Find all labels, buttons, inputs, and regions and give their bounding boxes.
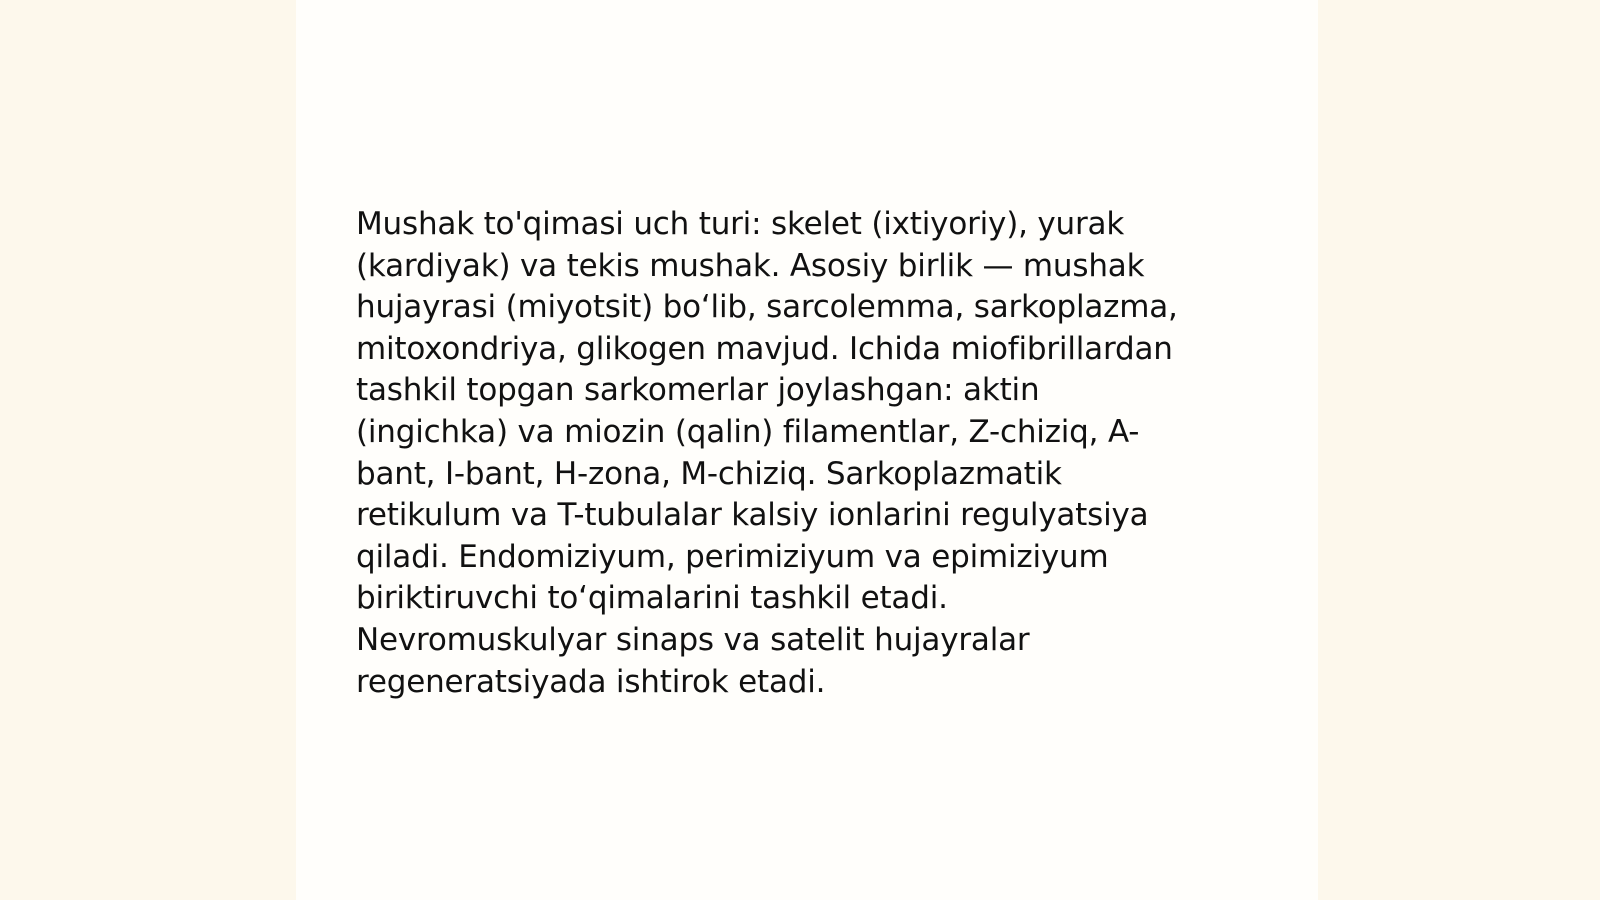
- document-page: [296, 0, 1318, 900]
- paragraph-line: (ingichka) va miozin (qalin) filamentlar, Z-chiziq, A-: [356, 413, 1140, 450]
- paragraph-line: Mushak to'qimasi uch turi: skelet (ixtiyoriy), yurak: [356, 206, 1125, 242]
- paragraph-line: qiladi. Endomiziyum, perimiziyum va epimiziyum: [356, 538, 1109, 575]
- paragraph-line: retikulum va T-tubulalar kalsiy ionlarini regulyatsiya: [356, 497, 1149, 534]
- paragraph-line: regeneratsiyada ishtirok etadi.: [356, 663, 826, 700]
- body-paragraph: [356, 204, 1276, 703]
- paragraph-line: tashkil topgan sarkomerlar joylashgan: aktin: [356, 372, 1040, 409]
- paragraph-line: biriktiruvchi to‘qimalarini tashkil etadi.: [356, 580, 948, 617]
- paragraph-line: Nevromuskulyar sinaps va satelit hujayralar: [356, 621, 1030, 658]
- paragraph-line: bant, I-bant, H-zona, M-chiziq. Sarkoplazmatik: [356, 455, 1062, 492]
- paragraph-line: mitoxondriya, glikogen mavjud. Ichida miofibrillardan: [356, 330, 1173, 367]
- paragraph-line: hujayrasi (miyotsit) bo‘lib, sarcolemma, sarkoplazma,: [356, 289, 1178, 326]
- paragraph-line: (kardiyak) va tekis mushak. Asosiy birlik — mushak: [356, 247, 1145, 284]
